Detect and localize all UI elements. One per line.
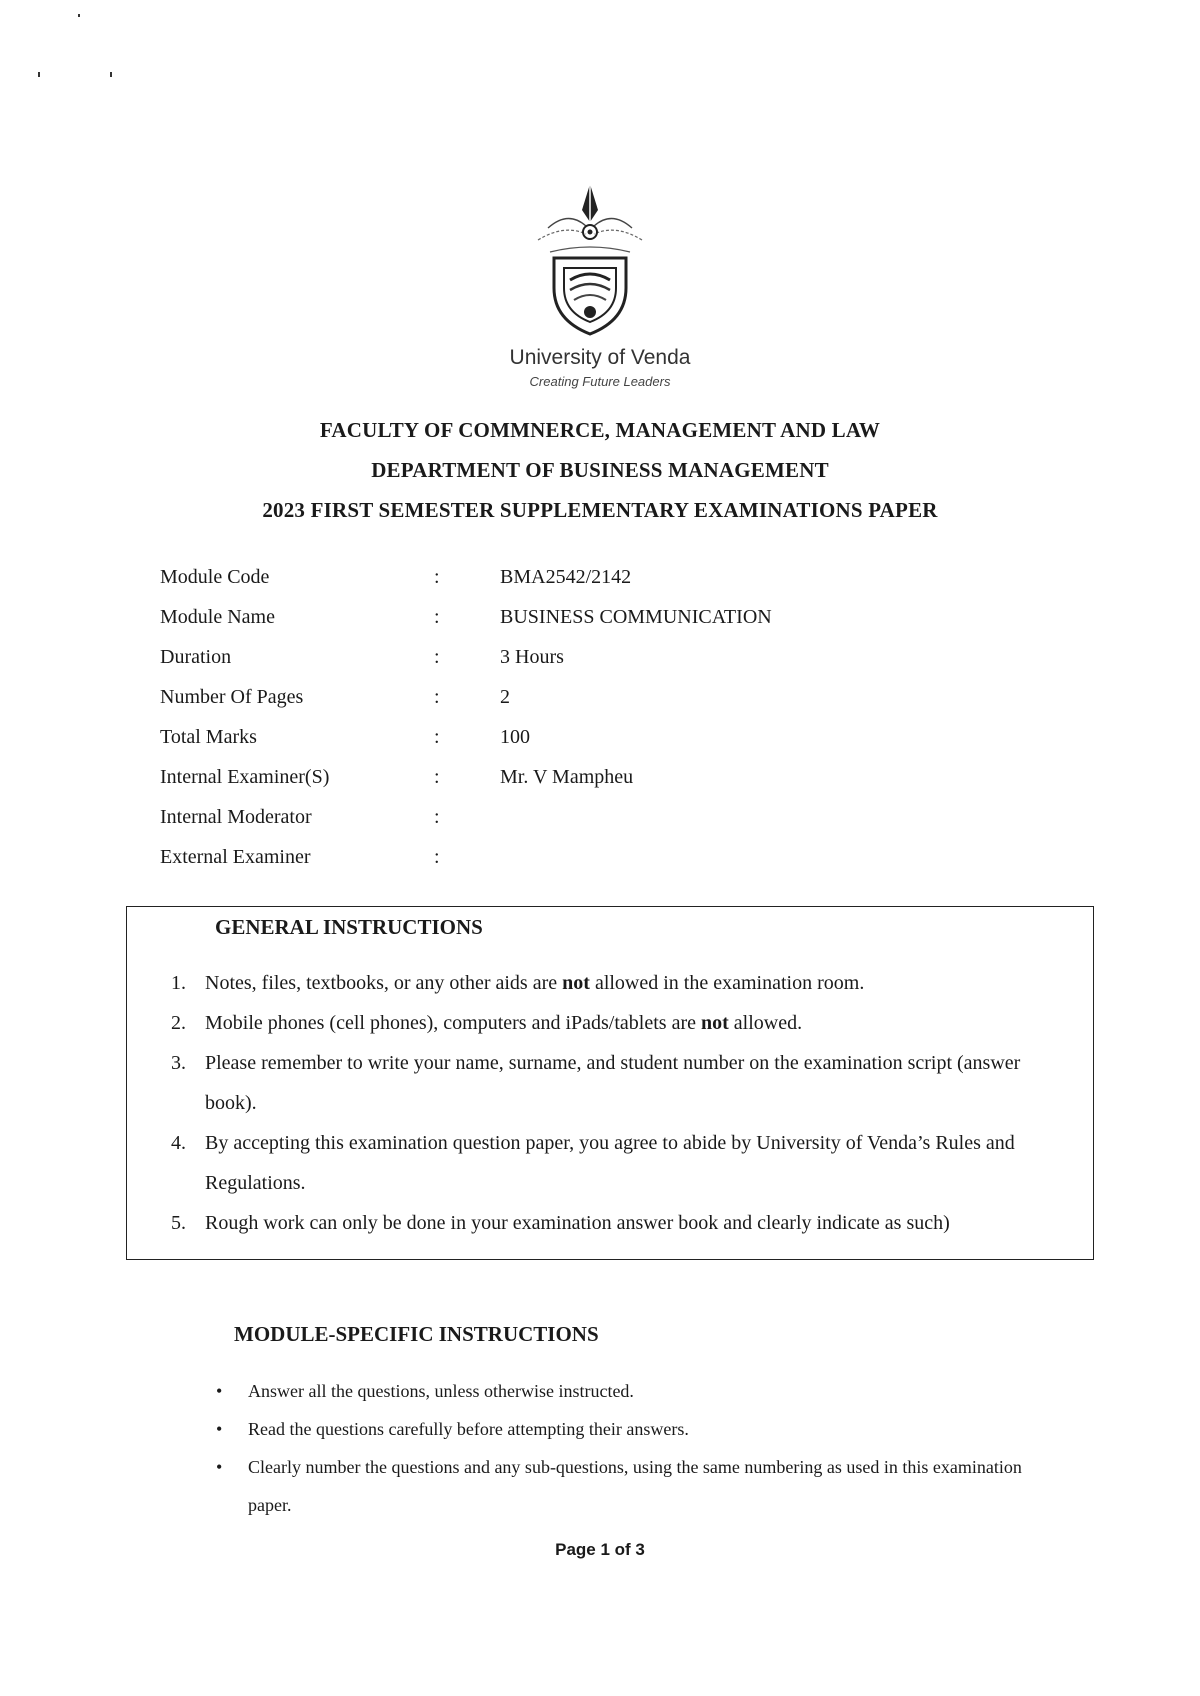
instruction-item [127, 963, 1095, 1003]
instruction-number: 2. [171, 1012, 186, 1034]
general-instructions-title: GENERAL INSTRUCTIONS [215, 915, 483, 939]
info-separator: : [434, 766, 440, 788]
info-separator: : [434, 846, 440, 868]
instruction-text: allowed. [728, 1012, 803, 1034]
info-label: Internal Moderator [160, 806, 312, 828]
module-instruction-item [212, 1410, 1032, 1448]
info-separator: : [434, 606, 440, 628]
info-label: Duration [160, 646, 232, 668]
info-value: Mr. V Mampheu [500, 766, 634, 788]
info-value: 100 [500, 726, 530, 748]
general-instructions-box [126, 906, 1094, 1260]
faculty-heading: FACULTY OF COMMNERCE, MANAGEMENT AND LAW [319, 418, 881, 442]
scan-artifact [38, 72, 40, 77]
scan-artifact [110, 72, 112, 77]
info-separator: : [434, 646, 440, 668]
instruction-number: 1. [171, 972, 186, 994]
info-label: Number Of Pages [160, 686, 304, 708]
instruction-item [127, 1203, 1095, 1243]
bullet-icon: • [216, 1381, 223, 1401]
instruction-number: 3. [171, 1052, 186, 1074]
instruction-number: 5. [171, 1212, 186, 1234]
module-instruction-text: Read the questions carefully before attempting their answers. [248, 1419, 689, 1439]
info-value: 2 [500, 686, 510, 708]
instruction-item [127, 1043, 1095, 1123]
module-instructions-title: MODULE-SPECIFIC INSTRUCTIONS [234, 1322, 599, 1346]
instruction-text: By accepting this examination question paper, you agree to abide by University of Venda’s Rules and Regulations. [205, 1132, 1015, 1194]
instruction-text: Mobile phones (cell phones), computers and iPads/tablets are [205, 1012, 701, 1034]
instruction-emphasis: not [562, 972, 590, 994]
instruction-text: allowed in the examination room. [589, 972, 865, 994]
instruction-number: 4. [171, 1132, 186, 1154]
department-heading: DEPARTMENT OF BUSINESS MANAGEMENT [371, 458, 829, 482]
instruction-item [127, 1003, 1095, 1043]
info-label: External Examiner [160, 846, 311, 868]
instruction-item [127, 1123, 1095, 1203]
instruction-text: Rough work can only be done in your examination answer book and clearly indicate as such) [205, 1212, 950, 1234]
module-instruction-text: Clearly number the questions and any sub-questions, using the same numbering as used in this examination paper. [248, 1457, 1022, 1515]
info-label: Total Marks [160, 726, 257, 748]
scan-artifact [78, 14, 80, 17]
exam-title-heading: 2023 FIRST SEMESTER SUPPLEMENTARY EXAMINATIONS PAPER [262, 498, 938, 522]
module-instruction-text: Answer all the questions, unless otherwise instructed. [248, 1381, 634, 1401]
bullet-icon: • [216, 1457, 223, 1477]
info-separator: : [434, 686, 440, 708]
module-instructions-list [212, 1372, 1032, 1524]
info-label: Module Code [160, 566, 270, 588]
instruction-emphasis: not [701, 1012, 729, 1034]
info-label: Module Name [160, 606, 275, 628]
bullet-icon: • [216, 1419, 223, 1439]
info-separator: : [434, 806, 440, 828]
page-number: Page 1 of 3 [555, 1540, 645, 1559]
info-value: 3 Hours [500, 646, 564, 668]
info-separator: : [434, 726, 440, 748]
university-crest-logo [528, 180, 652, 340]
info-separator: : [434, 566, 440, 588]
info-value: BUSINESS COMMUNICATION [500, 606, 772, 628]
instruction-text: Please remember to write your name, surname, and student number on the examination script (answer book). [205, 1052, 1021, 1114]
info-value: BMA2542/2142 [500, 566, 632, 588]
general-instructions-list [127, 963, 1095, 1243]
info-label: Internal Examiner(S) [160, 766, 330, 788]
module-instruction-item [212, 1448, 1032, 1524]
university-motto: Creating Future Leaders [529, 374, 671, 389]
instruction-text: Notes, files, textbooks, or any other aids are [205, 972, 563, 994]
university-name: University of Venda [509, 346, 691, 369]
module-instruction-item [212, 1372, 1032, 1410]
